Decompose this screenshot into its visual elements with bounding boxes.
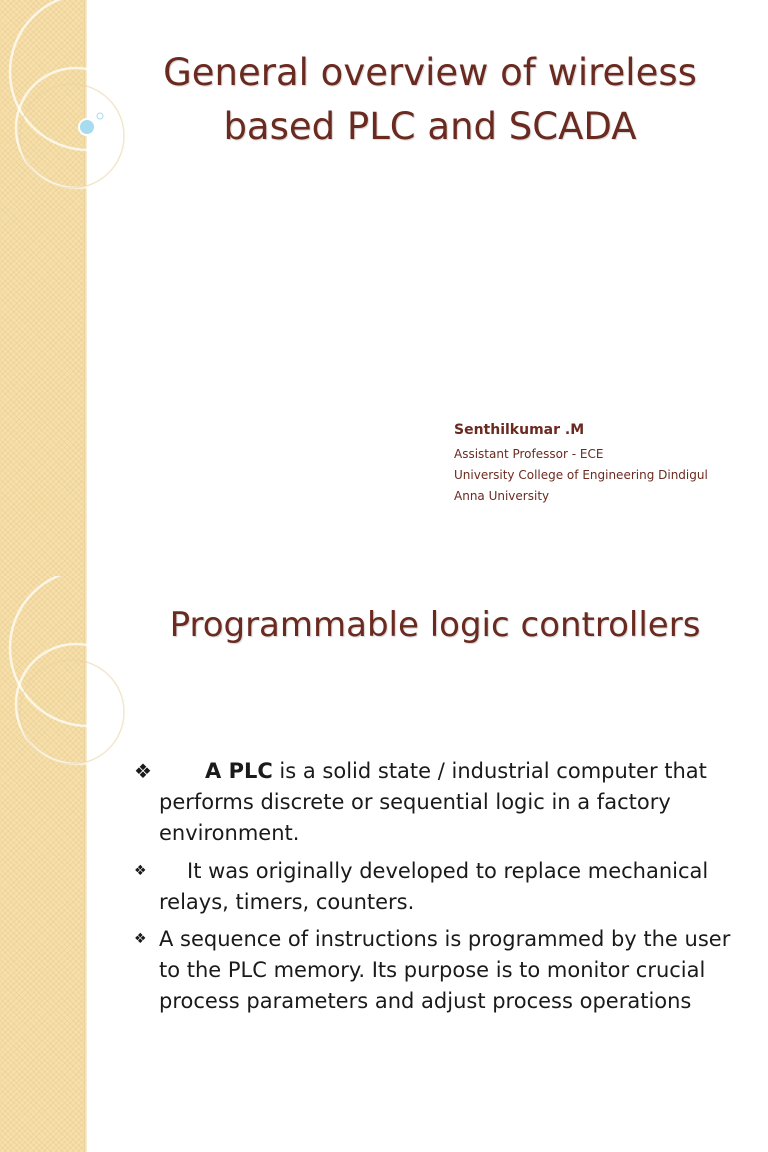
- bullet-bold-text: A PLC: [205, 759, 273, 783]
- diamond-bullet-icon: ❖: [134, 759, 152, 783]
- author-role: Assistant Professor - ECE: [454, 447, 604, 461]
- list-item: [134, 856, 734, 918]
- bullet-text: A sequence of instructions is programmed by the user to the PLC memory. Its purpose is to monitor crucial process parameters and adjust process operations: [159, 927, 731, 1013]
- bullet-list: [134, 756, 734, 1017]
- author-name: Senthilkumar .M: [454, 422, 585, 438]
- content-slide: [0, 576, 768, 1152]
- diamond-bullet-icon: ❖: [134, 931, 147, 947]
- bullet-text: It was originally developed to replace mechanical relays, timers, counters.: [159, 859, 709, 914]
- slide-title: [120, 46, 740, 154]
- author-institution: University College of Engineering Dindigul: [454, 468, 708, 482]
- bullet-text: is a solid state / industrial computer that performs discrete or sequential logic in a factory environment.: [159, 759, 707, 845]
- title-line-2: based PLC and SCADA: [223, 105, 637, 148]
- diamond-bullet-icon: ❖: [134, 863, 147, 879]
- list-item: [134, 756, 734, 849]
- title-line-1: General overview of wireless: [163, 51, 697, 94]
- author-university: Anna University: [454, 489, 550, 503]
- author-block: [454, 422, 708, 507]
- list-item: [134, 924, 734, 1017]
- slide-title: Programmable logic controllers: [169, 605, 701, 645]
